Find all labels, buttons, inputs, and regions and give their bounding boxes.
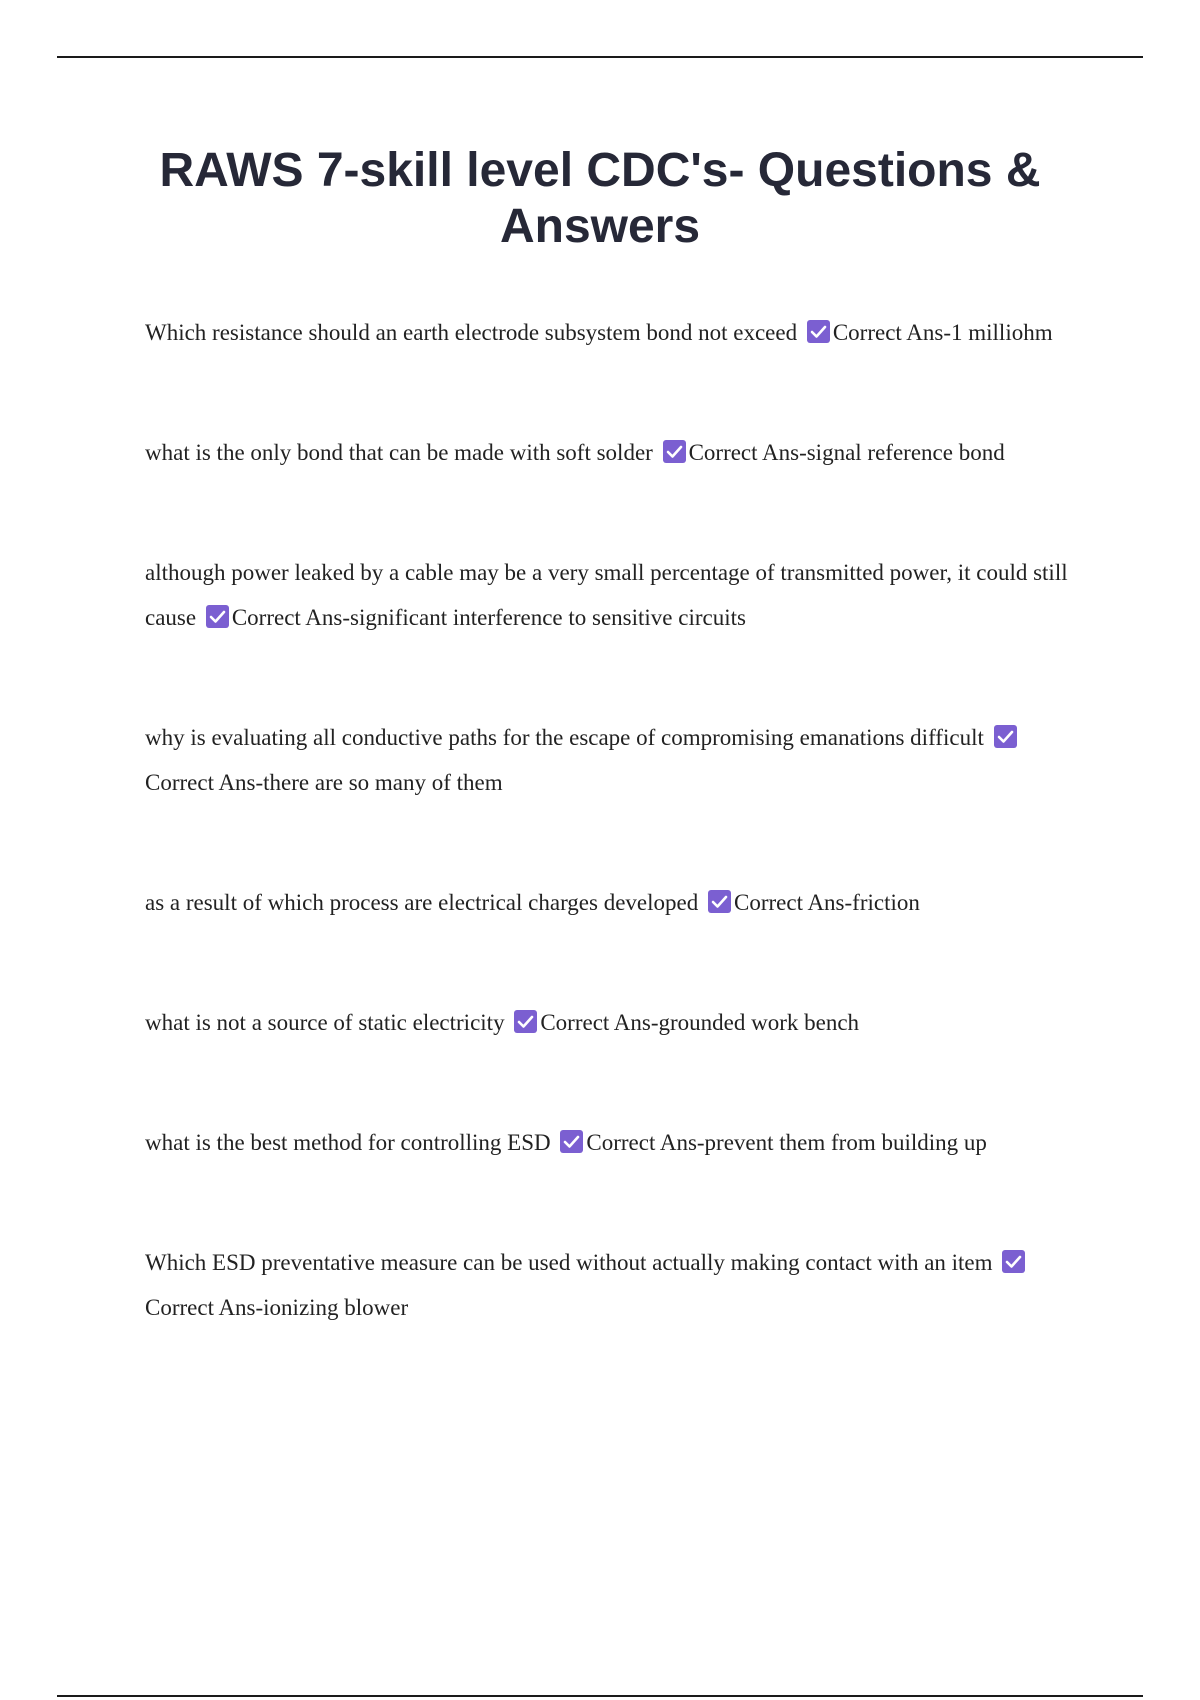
qa-item-8 [145, 1240, 1080, 1330]
bottom-rule [57, 1695, 1143, 1697]
top-rule [57, 56, 1143, 58]
qa-item-4 [145, 715, 1080, 805]
answer-text: Correct Ans-prevent them from building up [586, 1130, 987, 1155]
answer-text: Correct Ans-significant interference to sensitive circuits [231, 605, 746, 630]
qa-item-5 [145, 880, 1080, 925]
answer-text: Correct Ans-signal reference bond [688, 440, 1005, 465]
question-text: what is not a source of static electricity [145, 1010, 505, 1035]
answer-text: Correct Ans-grounded work bench [540, 1010, 860, 1035]
check-box-icon [560, 1130, 583, 1153]
question-text: what is the only bond that can be made with soft solder [145, 440, 653, 465]
question-text: what is the best method for controlling ESD [145, 1130, 551, 1155]
check-box-icon [807, 320, 830, 343]
qa-item-6 [145, 1000, 1080, 1045]
check-box-icon [206, 605, 229, 628]
answer-text: Correct Ans-there are so many of them [145, 770, 503, 795]
question-text: as a result of which process are electrical charges developed [145, 890, 699, 915]
answer-text: Correct Ans-1 milliohm [832, 320, 1053, 345]
check-box-icon [663, 440, 686, 463]
check-box-icon [994, 725, 1017, 748]
check-box-icon [1002, 1250, 1025, 1273]
qa-item-7 [145, 1120, 1080, 1165]
check-box-icon [708, 890, 731, 913]
qa-list [145, 310, 1080, 1405]
qa-item-3 [145, 550, 1080, 640]
qa-item-1 [145, 310, 1080, 355]
question-text: why is evaluating all conductive paths for the escape of compromising emanations difficult [145, 725, 984, 750]
qa-item-2 [145, 430, 1080, 475]
document-title: RAWS 7-skill level CDC's- Questions & Answers [159, 144, 1041, 253]
question-text: Which ESD preventative measure can be used without actually making contact with an item [145, 1250, 993, 1275]
question-text: Which resistance should an earth electrode subsystem bond not exceed [145, 320, 798, 345]
question-text: although power leaked by a cable may be a very small percentage of transmitted power, it could still cause [145, 560, 1068, 630]
check-box-icon [514, 1010, 537, 1033]
answer-text: Correct Ans-friction [734, 890, 920, 915]
answer-text: Correct Ans-ionizing blower [145, 1295, 409, 1320]
